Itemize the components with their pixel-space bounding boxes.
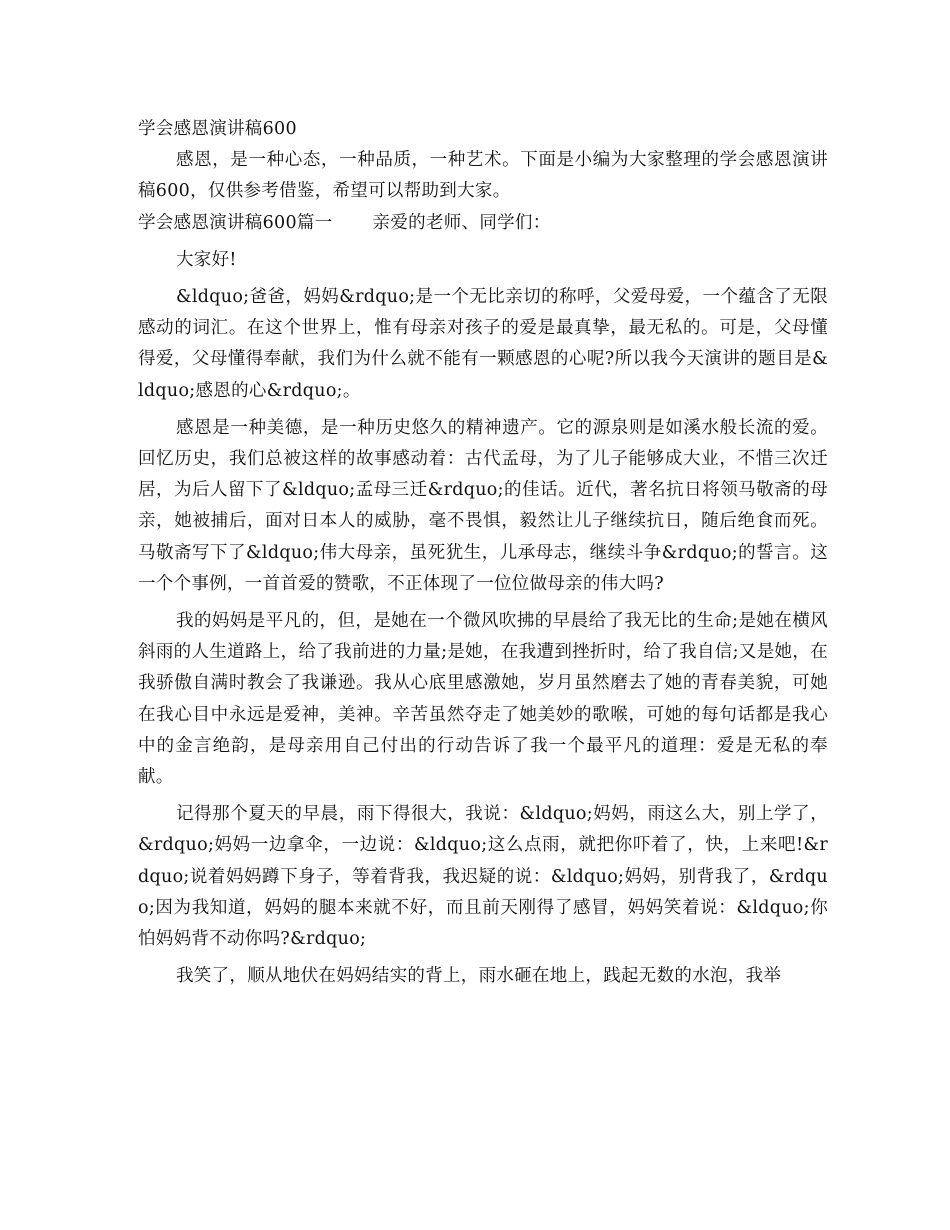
greeting: 大家好! bbox=[176, 249, 237, 270]
salutation: 亲爱的老师、同学们： bbox=[372, 212, 551, 233]
section-heading: 学会感恩演讲稿600篇一 bbox=[138, 212, 333, 233]
body-paragraph-1 bbox=[138, 282, 828, 407]
body-paragraph-2 bbox=[138, 413, 828, 600]
body-paragraph-5 bbox=[138, 961, 828, 992]
paragraph-text: 我的妈妈是平凡的，但，是她在一个微风吹拂的早晨给了我无比的生命;是她在横风斜雨的人生道路上，给了我前进的力量;是她，在我遭到挫折时，给了我自信;又是她，在我骄傲自满时教会了我谦逊。我从心底里感激她，岁月虽然磨去了她的青春美貌，可她在我心目中永远是爱神，美神。辛苦虽然夺走了她美妙的歌喉，可她的每句话都是我心中的金言绝韵，是母亲用自己付出的行动告诉了我一个最平凡的道理：爱是无私的奉献。 bbox=[138, 611, 828, 788]
document-body bbox=[138, 114, 828, 992]
intro-text: 感恩，是一种心态，一种品质，一种艺术。下面是小编为大家整理的学会感恩演讲稿600，仅供参考借鉴，希望可以帮助到大家。 bbox=[138, 150, 828, 202]
body-paragraph-4 bbox=[138, 799, 828, 955]
paragraph-text: 感恩是一种美德，是一种历史悠久的精神遗产。它的源泉则是如溪水般长流的爱。回忆历史，我们总被这样的故事感动着：古代孟母，为了儿子能够成大业，不惜三次迁居，为后人留下了&ldquo;孟母三迁&rdquo;的佳话。近代，著名抗日将领马敬斋的母亲，她被捕后，面对日本人的威胁，毫不畏惧，毅然让儿子继续抗日，随后绝食而死。马敬斋写下了&ldquo;伟大母亲，虽死犹生，儿承母志，继续斗争&rdquo;的誓言。这一个个事例，一首首爱的赞歌，不正体现了一位位做母亲的伟大吗? bbox=[138, 417, 828, 594]
body-paragraph-3 bbox=[138, 606, 828, 793]
paragraph-text: &ldquo;爸爸，妈妈&rdquo;是一个无比亲切的称呼，父爱母爱，一个蕴含了无限感动的词汇。在这个世界上，惟有母亲对孩子的爱是最真挚，最无私的。可是，父母懂得爱，父母懂得奉献，我们为什么就不能有一颗感恩的心呢?所以我今天演讲的题目是&ldquo;感恩的心&rdquo;。 bbox=[138, 287, 828, 401]
paragraph-text: 我笑了，顺从地伏在妈妈结实的背上，雨水砸在地上，践起无数的水泡，我举 bbox=[176, 966, 782, 987]
intro-paragraph bbox=[138, 145, 828, 207]
document-title: 学会感恩演讲稿600 bbox=[138, 119, 297, 139]
section-heading-line bbox=[138, 208, 828, 239]
paragraph-text: 记得那个夏天的早晨，雨下得很大，我说：&ldquo;妈妈，雨这么大，别上学了，&rdquo;妈妈一边拿伞，一边说：&ldquo;这么点雨，就把你吓着了，快，上来吧!&rdquo;说着妈妈蹲下身子，等着背我，我迟疑的说：&ldquo;妈妈，别背我了，&rdquo;因为我知道，妈妈的腿本来就不好，而且前天刚得了感冒，妈妈笑着说：&ldquo;你怕妈妈背不动你吗?&rdquo; bbox=[138, 804, 828, 950]
